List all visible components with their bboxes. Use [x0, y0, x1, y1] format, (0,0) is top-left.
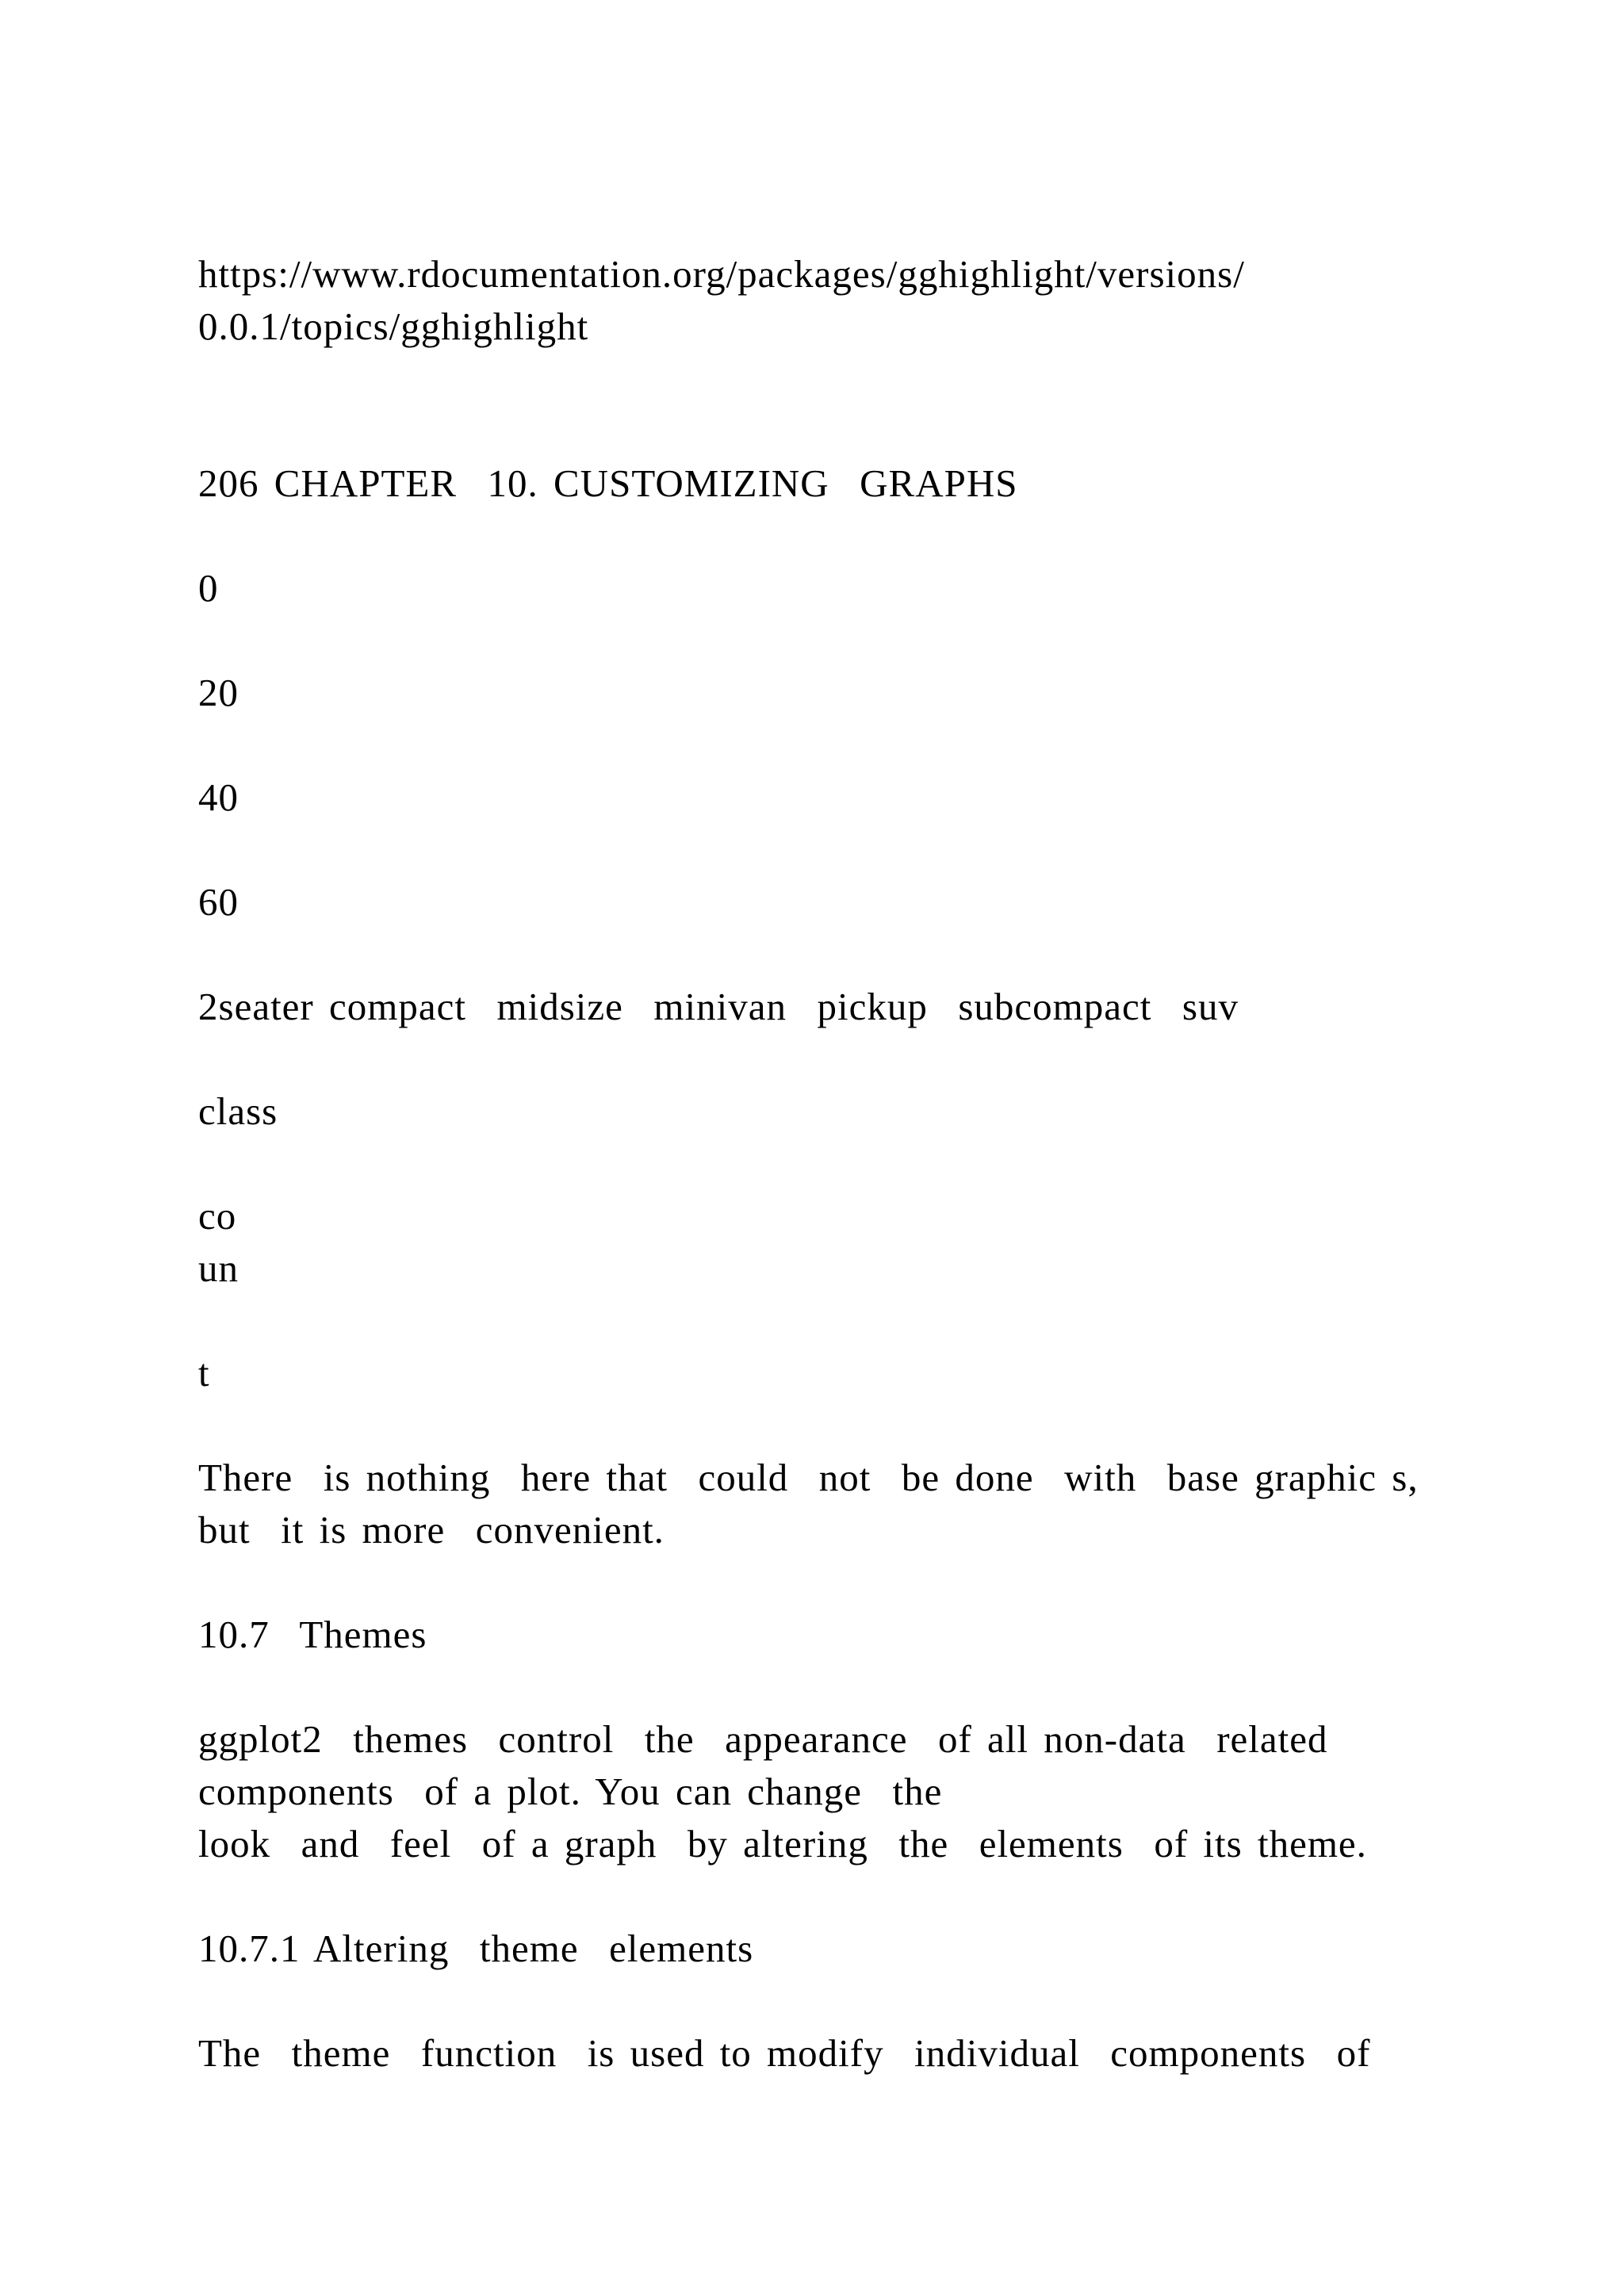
- reference-url-line-2[interactable]: 0.0.1/topics/gghighlight: [198, 304, 589, 348]
- y-axis-label-fragment: t: [198, 1351, 210, 1395]
- paragraph-line: ggplot2 themes control the appearance of all non-data related: [198, 1717, 1328, 1761]
- section-heading: 10.7 Themes: [198, 1613, 427, 1656]
- y-axis-label-fragment: un: [198, 1246, 239, 1290]
- y-tick-label: 20: [198, 671, 239, 714]
- y-tick-label: 60: [198, 880, 239, 924]
- paragraph-line: The theme function is used to modify individual components of: [198, 2031, 1371, 2075]
- paragraph-line: components of a plot. You can change the: [198, 1770, 943, 1813]
- subsection-heading: 10.7.1 Altering theme elements: [198, 1927, 754, 1970]
- y-tick-label: 40: [198, 775, 239, 819]
- y-tick-label: 0: [198, 566, 219, 610]
- chapter-header: 206 CHAPTER 10. CUSTOMIZING GRAPHS: [198, 461, 1018, 505]
- paragraph-line: look and feel of a graph by altering the elements of its theme.: [198, 1822, 1367, 1866]
- paragraph-line: There is nothing here that could not be done with base graphic s,: [198, 1456, 1419, 1499]
- x-category-labels: 2seater compact midsize minivan pickup subcompact suv: [198, 985, 1239, 1028]
- reference-url-line-1[interactable]: https://www.rdocumentation.org/packages/gghighlight/versions/: [198, 252, 1245, 296]
- y-axis-label-fragment: co: [198, 1194, 237, 1238]
- x-axis-label: class: [198, 1089, 278, 1133]
- paragraph-line: but it is more convenient.: [198, 1508, 665, 1552]
